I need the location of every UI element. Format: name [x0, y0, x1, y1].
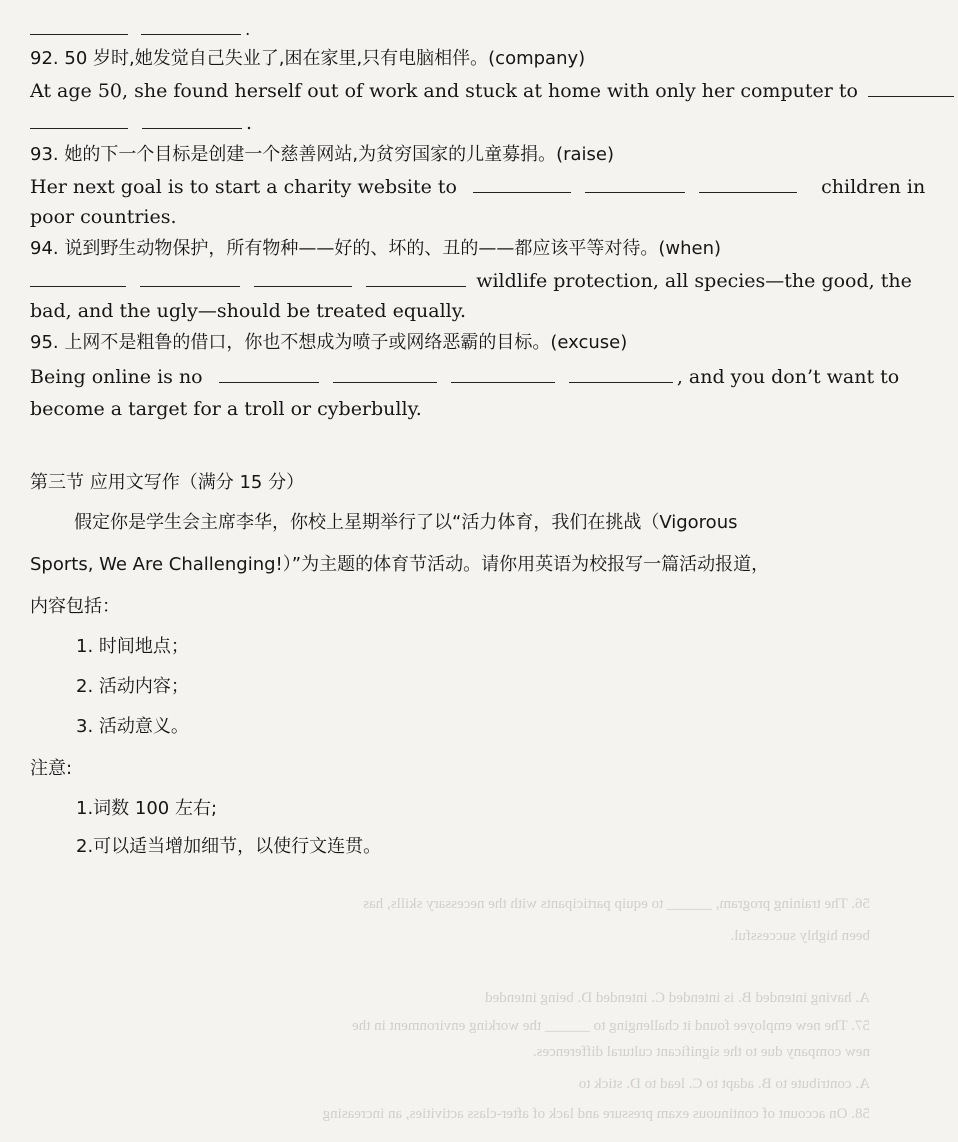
answer-blank[interactable] — [140, 268, 240, 287]
question-92-english-line1 — [30, 78, 875, 104]
question-95-chinese — [30, 330, 875, 356]
question-95-sentence-end: , and you don’t want to — [676, 366, 900, 388]
question-93-prompt: 她的下一个目标是创建一个慈善网站,为贫穷国家的儿童募捐。(raise) — [64, 144, 615, 165]
answer-blank[interactable] — [142, 110, 242, 129]
question-95-english-line2 — [30, 396, 875, 422]
question-number: 94. — [30, 238, 59, 259]
answer-blank[interactable] — [585, 174, 685, 193]
question-93-sentence-start: Her next goal is to start a charity website to — [30, 176, 457, 198]
previous-question-blanks: . — [30, 16, 250, 39]
answer-blank[interactable] — [30, 110, 128, 129]
question-93-english-line1 — [30, 174, 926, 200]
content-point: 3. 活动意义。 — [76, 716, 189, 737]
answer-blank[interactable] — [473, 174, 571, 193]
question-93-sentence-continued: poor countries. — [30, 206, 177, 228]
question-95-english-line1 — [30, 364, 900, 390]
answer-blank[interactable] — [219, 364, 319, 383]
writing-prompt-line2: Sports, We Are Challenging!）”为主题的体育节活动。请你用英语为校报写一篇活动报道， — [30, 554, 770, 575]
question-93-chinese — [30, 142, 875, 168]
answer-blank[interactable] — [366, 268, 466, 287]
writing-prompt-line1: 假定你是学生会主席李华，你校上星期举行了以“活力体育，我们在挑战（Vigorous — [74, 512, 738, 533]
answer-blank[interactable] — [333, 364, 437, 383]
question-number: 92. — [30, 48, 59, 69]
question-94-english-line2 — [30, 298, 875, 324]
question-94-chinese — [30, 236, 875, 262]
content-point: 2. 活动内容； — [76, 676, 189, 697]
writing-prompt-line3: 内容包括： — [30, 596, 120, 617]
bleed-through-line: A. having intended B. is intended C. intended D. being intended — [485, 990, 870, 1006]
answer-blank[interactable] — [254, 268, 352, 287]
answer-blank[interactable] — [30, 16, 128, 35]
question-94-english-line1 — [30, 268, 912, 294]
question-94-sentence-end: wildlife protection, all species—the good, the — [476, 270, 912, 292]
notes-title: 注意: — [30, 758, 73, 779]
question-94-prompt: 说到野生动物保护，所有物种——好的、坏的、丑的——都应该平等对待。(when) — [64, 238, 722, 259]
note-item: 2.可以适当增加细节，以使行文连贯。 — [76, 836, 382, 857]
answer-blank[interactable] — [699, 174, 797, 193]
bleed-through-line: been highly successful. — [730, 928, 870, 944]
bleed-through-line: 57. The new employee found it challenging to ______ the working environment in the — [352, 1018, 870, 1034]
answer-blank[interactable] — [569, 364, 673, 383]
question-93-english-line2 — [30, 204, 875, 230]
question-92-prompt: 50 岁时,她发觉自己失业了,困在家里,只有电脑相伴。(company) — [64, 48, 586, 69]
question-94-sentence-continued: bad, and the ugly—should be treated equally. — [30, 300, 466, 322]
question-number: 95. — [30, 332, 59, 353]
question-95-sentence-continued: become a target for a troll or cyberbully. — [30, 398, 422, 420]
answer-blank[interactable] — [141, 16, 241, 35]
answer-blank[interactable] — [868, 78, 954, 97]
note-item: 1.词数 100 左右; — [76, 798, 218, 819]
answer-blank[interactable] — [451, 364, 555, 383]
answer-blank[interactable] — [30, 268, 126, 287]
bleed-through-line: 58. On account of continuous exam pressure and lack of after-class activities, an increasing — [322, 1106, 870, 1122]
question-number: 93. — [30, 144, 59, 165]
section-title: 第三节 应用文写作（满分 15 分） — [30, 472, 305, 493]
bleed-through-line: A. contribute to B. adapt to C. lead to D. stick to — [578, 1076, 870, 1092]
sentence-end: . — [246, 112, 253, 134]
question-95-sentence-start: Being online is no — [30, 366, 203, 388]
bleed-through-line: new company due to the significant cultural differences. — [532, 1044, 870, 1060]
question-92-sentence: At age 50, she found herself out of work and stuck at home with only her computer to — [30, 80, 858, 102]
question-93-sentence-end: children in — [821, 176, 926, 198]
question-92-chinese — [30, 46, 875, 72]
question-92-english-line2 — [30, 110, 875, 136]
bleed-through-line: 56. The training program, ______ to equip participants with the necessary skills, has — [363, 896, 870, 912]
question-95-prompt: 上网不是粗鲁的借口，你也不想成为喷子或网络恶霸的目标。(excuse) — [64, 332, 628, 353]
content-point: 1. 时间地点； — [76, 636, 189, 657]
